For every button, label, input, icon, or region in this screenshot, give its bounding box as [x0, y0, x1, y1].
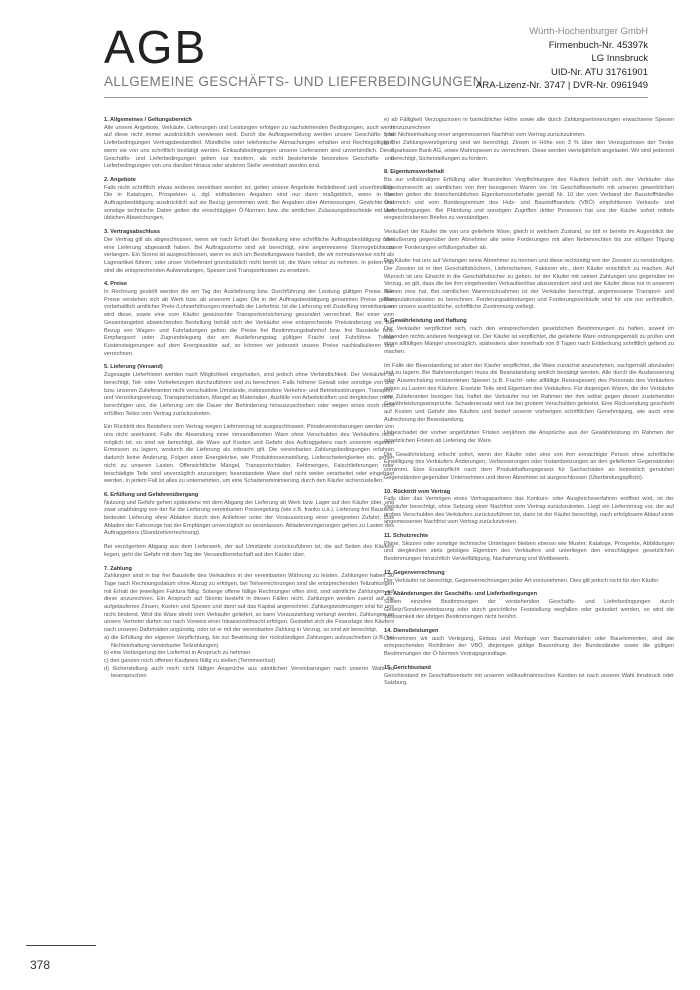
page-title: AGB	[104, 21, 208, 73]
terms-section	[384, 591, 674, 622]
footer-divider	[26, 945, 96, 946]
section-title: 8. Eigentumsvorbehalt	[384, 169, 444, 176]
section-paragraph: Bei verzögertem Abgang aus dem Lieferwerk, der auf Umstände zurückzuführen ist, die auf Seiten des Käufers liegen, geht die Gefahr mit dem Tag der Versandbereitschaft auf den Käufer über.	[104, 544, 394, 558]
terms-section	[384, 570, 674, 585]
section-paragraph: Nutzung und Gefahr gehen spätestens mit dem Abgang der Lieferung ab Werk bzw. Lager auf den Käufer über, und zwar unabhängig von der für die Lieferung vereinbarten Preisregelung (wie z.B. franko u.ä.). Lieferung frei Baustelle bedeutet Lieferung ohne Abladen durch den Anlieferer unter der Voraussetzung einer geeigneten Zufahrt. Das Abladen der Fahrzeuge hat der Empfänger unverzüglich zu veranlassen. Abladeverzögerungen gehen zu Lasten des Auftraggebers (Standzeitverrechnung).	[104, 499, 394, 537]
section-title: 9. Gewährleistung und Haftung	[384, 318, 467, 325]
terms-section	[104, 177, 394, 223]
section-paragraph: Im Falle der Beanstandung ist aber der Käufer verpflichtet, die Ware zunächst anzunehmen, sachgemäß abzuladen und zu lagern. Bei Bahnsendungen muss die Beanstandung amtlich bestätigt werden. Alle durch die Ausbesserung oder Auswechslung entstandenen Spesen (z.B. Fracht- oder allfällige Reisespesen) des Personals des Verkäufers gehen zu Lasten des Käufers. Ersetzte Teile sind Eigentum des Verkäufers. Für diejenigen Waren, die der Verkäufer von Zulieferanten bezogen hat, haftet der Verkäufer nur im Rahmen der ihm selbst gegen diesen zustehenden Gewährleistungsansprüche. Schadenersatz wird nur bei grobem Verschulden geleistet. Eine Rücksendung geschieht auf Kosten und Gefahr des Käufers und bedarf unserer vorherigen schriftlichen Genehmigung, wie auch eine Aufrechnung der Beanstandung.	[384, 362, 674, 423]
section-paragraph: Der Vertrag gilt als abgeschlossen, wenn wir nach Erhalt der Bestellung eine schriftliche Auftragsbestätigung oder eine Lieferung abgesandt haben. Bei Auftragsstorno sind wir berechtigt, eine angemessene Stornogebühr zu verlangen. Ein Storno ist ausgeschlossen, wenn es sich um Bestellungsware handelt, die wir normalerweise nicht als Lagerartikel führen, oder unser Vorlieferant grundsätzlich nicht bereit ist, die Ware retour zu nehmen. In jedem Fall sind die entsprechenden Aufwendungen, Spesen und Transportkosten zu ersetzen.	[104, 236, 394, 274]
section-paragraph: Der Verkäufer verpflichtet sich, nach den entsprechenden gesetzlichen Bestimmungen zu haften, soweit im folgenden nichts anderes festgelegt ist. Der Käufer ist verpflichtet, die gelieferte Ware ordnungsgemäß zu prüfen und einen allfälligen Mangel unverzüglich, spätestens aber innerhalb von 8 Tagen nach Entdeckung schriftlich geltend zu machen.	[384, 325, 674, 355]
section-paragraph: Veräußert der Käufer die von uns gelieferte Ware, gleich in welchem Zustand, so tritt er bereits im Augenblick der Veräußerung gegenüber dem Abnehmer alle seine Forderungen mit allen Nebenrechten bis zur völligen Tilgung unserer Forderungen erfüllungshalber ab.	[384, 229, 674, 251]
terms-section	[104, 229, 394, 275]
section-paragraph: Alle unsere Angebote, Verkäufe, Lieferungen und Leistungen erfolgen zu nachstehenden Bedingungen, auch wenn auf diese nicht immer ausdrücklich verwiesen wird. Durch die Auftragserteilung werden unsere Geschäfts- und Lieferbedingungen Vertragsbestandteil. Mündliche oder telefonische Abmachungen erhalten erst Rechtsgültigkeit, wenn sie von uns schriftlich bestätigt werden. Einkaufsbedingungen unserer Lieferanten sind unverbindlich. Diese Geschäfts- und Lieferbedingungen gelten nur insofern, als nicht bestehende besondere Geschäfts- und Lieferbedingungen von uns darüber hinaus oder anderen Stelle vereinbart worden sind.	[104, 124, 394, 170]
section-list	[384, 117, 674, 163]
terms-section	[384, 169, 674, 312]
section-paragraph: Gerichtsstand im Geschäftsverkehr mit unseren vollkaufmännischen Kunden ist nach unserer Wahl Innsbruck oder Salzburg.	[384, 672, 674, 687]
section-paragraph: Unbeschadet der vorher angeführten Fristen verjähren die Ansprüche aus der Gewährleistung im Rahmen der gesetzlichen Fristen ab Lieferung der Ware.	[384, 430, 674, 445]
section-paragraph: Zahlungen sind in bar frei Baustelle des Verkäufers in der vereinbarten Währung zu leisten. Zahlungen haben 30 Tage nach Rechnungsdatum ohne Abzug zu erfolgen, bei Teilverrechnungen sind die entsprechenden Teilzahlungen mit Erhalt der jeweiligen Faktura fällig. Solange offene fällige Rechnungen offen sind, sind sämtliche Zahlungen auf diese anzurechnen. Ein Anspruch auf Skonto besteht in diesen Fällen nicht. Zahlungen werden zuerst auf die aufgelaufenen Zinsen, Kosten und Spesen und dann auf das Kapital angerechnet. Zahlungswidmungen sind für uns nicht bindend. Wird die Ware direkt vom Verkäufer geliefert, so kann Vorauszahlung verlangt werden. Zahlungen an unsere Vertreter dürfen nur nach Vorweis einer Inkassovollmacht erfolgen. Gestattet sich die Finanzlage des Käufers nach unseren Dafürhalten ungünstig, oder ist er mit der vereinbarten Zahlung in Verzug, so sind wir berechtigt,	[104, 573, 394, 634]
section-paragraph: Bis zur vollständigen Erfüllung aller finanziellen Verpflichtungen des Käufers behält sich der Verkäufer das Eigentumsrecht an sämtlichen von ihm bezogenen Waren vor. Im Geschäftsverkehr mit unseren gewerblichen Kunden gelten die branchenüblichen Eigentumsvorbehalte gemäß Nr. 10 der vom Verband der Baustoffhändler Österreich und vom Bundesgremium des Holz- und Baustoffhandels (VBÖ) empfohlenen Verkaufs- und Lieferbedingungen. Bei Pfändung und sonstigen Zugriffen dritter Personen hat uns der Käufer sofort mittels eingeschriebenen Briefes zu verständigen.	[384, 176, 674, 222]
list-item: a) die Erfüllung der eigenen Verpflichtung, bis zur Bewirkung der rückständigen Zahlungen aufzuschieben (z.B. bei Nichteinhaltung vereinbarter Teilzahlungen)	[104, 634, 394, 649]
terms-section	[104, 492, 394, 560]
section-title: 11. Schutzrechte	[384, 533, 429, 540]
section-paragraph: Ein Rücktritt des Bestellers vom Vertrag wegen Lieferverzug ist ausgeschlossen. Pönalevereinbarungen werden von uns nicht anerkannt. Falls die Absendung einer versandbereiten Ware ohne Verschulden des Verkäufers nicht möglich ist, so sind wir berechtigt, die Ware auf Kosten und Gefahr des Auftraggebers nach unserem eigenen Ermessen zu lagern, wodurch die Lieferung als erbracht gilt. Die vereinbarten Zahlungsbedingungen erfahren dadurch keine Änderung. Folgen einer Energiekrise, wie Produktionseinstellung, Lieferschwierigkeiten etc. gehen nicht zu unseren Lasten. Offensichtliche Mängel, Transportschäden, Fehlmengen, Falschlieferungen oder beschädigte Teile sind unverzüglich anzuzeigen; beanstandete Ware darf nicht weiter verarbeitet oder eingebaut werden, in jedem Fall ist alles zu unternehmen, um eine Schadensminimierung durch den Käufer sicherzustellen.	[104, 424, 394, 485]
terms-section	[384, 318, 674, 482]
company-line: ARA-Lizenz-Nr. 3747 | DVR-Nr. 0961949	[476, 80, 648, 92]
section-paragraph: Übernehmen wir auch Verlegung, Einbau und Montage von Baumaterialien oder Bauelementen, sind die entsprechenden Richtlinien der VBÖ, diejenigen gültige Bauordnung der Bundesländer sowie die gültigen Bestimmungen der Ö-Normen Vertragsgrundlage.	[384, 635, 674, 658]
section-paragraph: Falls nicht schriftlich etwas anderes vereinbart worden ist, gelten unsere Angebote freibleibend und unverbindlich. Die in Katalogen, Prospekten u. dgl. enthaltenen Angaben sind nur dann maßgeblich, wenn in der Auftragsbestätigung ausdrücklich auf sie Bezug genommen wird. Bei Angaben über Abmessungen, Gewichte und sonstige technische Daten gelten die einschlägigen Ö-Normen bzw. die amtlichen Zulassungsbescheide mit den üblichen Abweichungen.	[104, 184, 394, 222]
terms-section	[384, 117, 674, 163]
section-paragraph: Der Verkäufer ist berechtigt, Gegenverrechnungen jeder Art vorzunehmen. Dies gilt jedoch nicht für den Käufer.	[384, 577, 660, 584]
list-item: g) Bei Zahlungsverzögerung sind wir berechtigt, Zinsen in Höhe von 3 % über den Verzugszinsen der Tiroler Sparkasse Bank AG, sowie Mahnspesen zu verrechnen. Diese werden vierteljährlich angelastet. Wir sind jederzeit berechtigt, Sicherstellungen zu fordern.	[384, 140, 674, 162]
company-line: Firmenbuch-Nr. 45397k	[548, 39, 648, 51]
list-item: f) bei Nichteinhaltung einer angemessenen Nachfrist vom Vertrag zurückzutreten.	[384, 132, 586, 139]
section-paragraph: Pläne, Skizzen oder sonstige technische Unterlagen bleiben ebenso wie Muster, Kataloge, Prospekte, Abbildungen und dergleichen stets geistiges Eigentum des Verkäufers und unterliegen den einschlägigen gesetzlichen Bestimmungen hinsichtlich Vervielfältigung, Nachahmung und Wettbewerb.	[384, 540, 674, 563]
company-line: UID-Nr. ATU 31761901	[551, 66, 648, 78]
company-info	[476, 25, 648, 93]
list-item: c) den ganzen noch offenen Kaufpreis fällig zu stellen (Terminverlust)	[104, 658, 276, 664]
terms-section	[384, 665, 674, 688]
section-paragraph: In Rechnung gestellt werden die am Tag der Auslieferung bzw. Durchführung der Leistung gültigen Preise. Alle Preise verstehen sich ab Werk bzw. ab unserem Lager. Die in der Auftragsbestätigung genannten Preise gelten vorbehaltlich amtlicher Preis-/Lohnerhöhungen innerhalb der Lieferfrist. Ist die Lieferung mit Zustellung vereinbart, so wird diese, sowie eine vom Käufer gewünschte Transportversicherung gesondert verrechnet. Bei einer vom Gesamtangebot abweichenden Bestellung behält sich der Verkäufer eine entsprechende Preisänderung vor. Bei Bezug von Wagen- und Fuhrladungen gelten die Preise frei Bestimmungsbahnhof bzw. frei Baustelle bzw. Empfangsort unter Zugrundelegung der am Auslieferungstag gültigen Fracht und Fuhrlöhne. Treten Kostensteigerungen auf dem Energiesektor auf, so können wir jederzeit unsere Preise nachkalkulieren und verrechnen.	[104, 289, 394, 357]
terms-section	[384, 628, 674, 659]
section-paragraph: Der Käufer hat uns auf Verlangen seine Abnehmer zu nennen und diese rechtzeitig von der Zession zu verständigen. Der Zession ist in den Geschäftsbüchern, Lieferscheinen, Fakturen etc., dem Käufer ersichtlich zu machen. Auf Wunsch ist uns Einsicht in die Geschäftsbücher zu geben. Ist der Käufer mit seinen Zahlungen uns gegenüber im Verzug, so gilt, dass die bei ihm eingehenden Verkaufserlöse abzusondern sind und der Käufer diese nur in unserem Namen inne hat. Bei sämtlichen Warenrücknahmen ist der Verkäufer berechtigt, angemessene Transport- und Manipulationskosten zu berechnen. Forderungsabtretungen und Forderungsverkäufe sind für uns nur verbindlich, wenn unsere ausdrückliche, schriftliche Zustimmung vorliegt.	[384, 258, 674, 311]
section-title: 1. Allgemeines / Geltungsbereich	[104, 117, 192, 123]
section-title: 4. Preise	[104, 281, 128, 288]
terms-section	[104, 281, 394, 358]
terms-section	[104, 566, 394, 682]
section-title: 12. Gegenverrechnung	[384, 569, 445, 576]
terms-section	[104, 364, 394, 486]
terms-column-left	[104, 117, 394, 687]
section-title: 15. Gerichtsstand	[384, 664, 431, 671]
page-number: 378	[30, 958, 51, 972]
company-line: LG Innsbruck	[591, 53, 648, 65]
section-title: 2. Angebote	[104, 176, 136, 183]
section-title: 7. Zahlung	[104, 565, 132, 572]
terms-section	[384, 533, 674, 564]
list-item: e) ab Fälligkeit Verzugszinsen in banküblicher Höhe sowie alle durch Zahlungserinnerungen erwachsene Spesen hinzuzurechnen	[384, 117, 674, 131]
company-line: Würth-Hochenburger GmbH	[529, 26, 648, 37]
terms-column-right	[384, 117, 674, 694]
section-title: 3. Vertragsabschluss	[104, 229, 160, 236]
section-paragraph: Sollten einzelne Bestimmungen der vorstehenden Geschäfts- und Lieferbedingungen durch Gesetz/Sondervereinbarung oder durch gerichtliche Feststellung wegfallen oder geändert werden, so wird die Wirksamkeit der übrigen Bestimmungen nicht berührt.	[384, 598, 674, 621]
section-title: 10. Rücktritt vom Vertrag	[384, 488, 451, 495]
section-title: 6. Erfüllung und Gefahrenübergang	[104, 491, 199, 498]
section-title: 14. Dienstleistungen	[384, 628, 439, 635]
section-title: 13. Abänderungen der Geschäfts- und Lieferbedingungen	[384, 591, 538, 598]
list-item: b) eine Verlängerung der Lieferfrist in Anspruch zu nehmen	[104, 650, 251, 657]
section-paragraph: Zugesagte Lieferfristen werden nach Möglichkeit eingehalten, sind jedoch ohne Verbindlichkeit. Der Verkäufer ist berechtigt, Teil- oder Vorlieferungen durchzuführen und zu berechnen. Falls höherer Gewalt oder sonstige von uns bzw. unseren Zulieferanten nicht verschuldete Umstände, insbesondere Verkehrs- und Betriebsstörungen, Transport- und Verzollungsverzug, Transportschäden, Mangel an Materialien, Ausfälle von Arbeitskräften und dergleichen mehr, berechtigen uns, die Lieferung um die Dauer der Behinderung hinauszuschieben oder wegen eines noch nicht erfüllten Teiles vom Vertrag zurückzutreten.	[104, 372, 394, 417]
section-title: 5. Lieferung (Versand)	[104, 364, 163, 371]
section-list	[104, 635, 394, 681]
section-paragraph: Falls über das Vermögen eines Vertragspartners das Konkurs- oder Ausgleichsverfahren eröffnet wird, ist der Verkäufer berechtigt, ohne Setzung einer Nachfrist vom Vertrag zurückzutreten. Liegt ein Lieferverzug vor, der auf grobes Verschulden des Verkäufers zurückzuführen ist, dann ist der Käufer berechtigt, nach erfolglosem Ablauf einer angemessenen Nachfrist vom Vertrag zurückzutreten.	[384, 496, 674, 526]
terms-section	[384, 489, 674, 528]
terms-section	[104, 117, 394, 171]
section-paragraph: Die Gewährleistung erlischt sofort, wenn der Käufer oder eine von ihm ermächtigte Person ohne schriftliche Einwilligung des Verkäufers Änderungen, Verbesserungen oder Instandsetzungen an den gelieferten Gegenständen vornimmt. Eine Ersatzpflicht nach dem Produkthaftungsgesetz für Sachschäden an betrieblich genutzten Gegenständen gegenüber Unternehmen und deren Abnehmer ist ausgeschlossen (Überbindungspflicht).	[384, 451, 674, 481]
page-subtitle: ALLGEMEINE GESCHÄFTS- UND LIEFERBEDINGUNGEN	[104, 74, 483, 89]
header-divider	[104, 97, 648, 98]
list-item: d) Sicherstellung auch noch nicht fälliger Ansprüche aus sämtlichen Vereinbarungen nach unserer Wahl zu beanspruchen	[104, 665, 394, 680]
